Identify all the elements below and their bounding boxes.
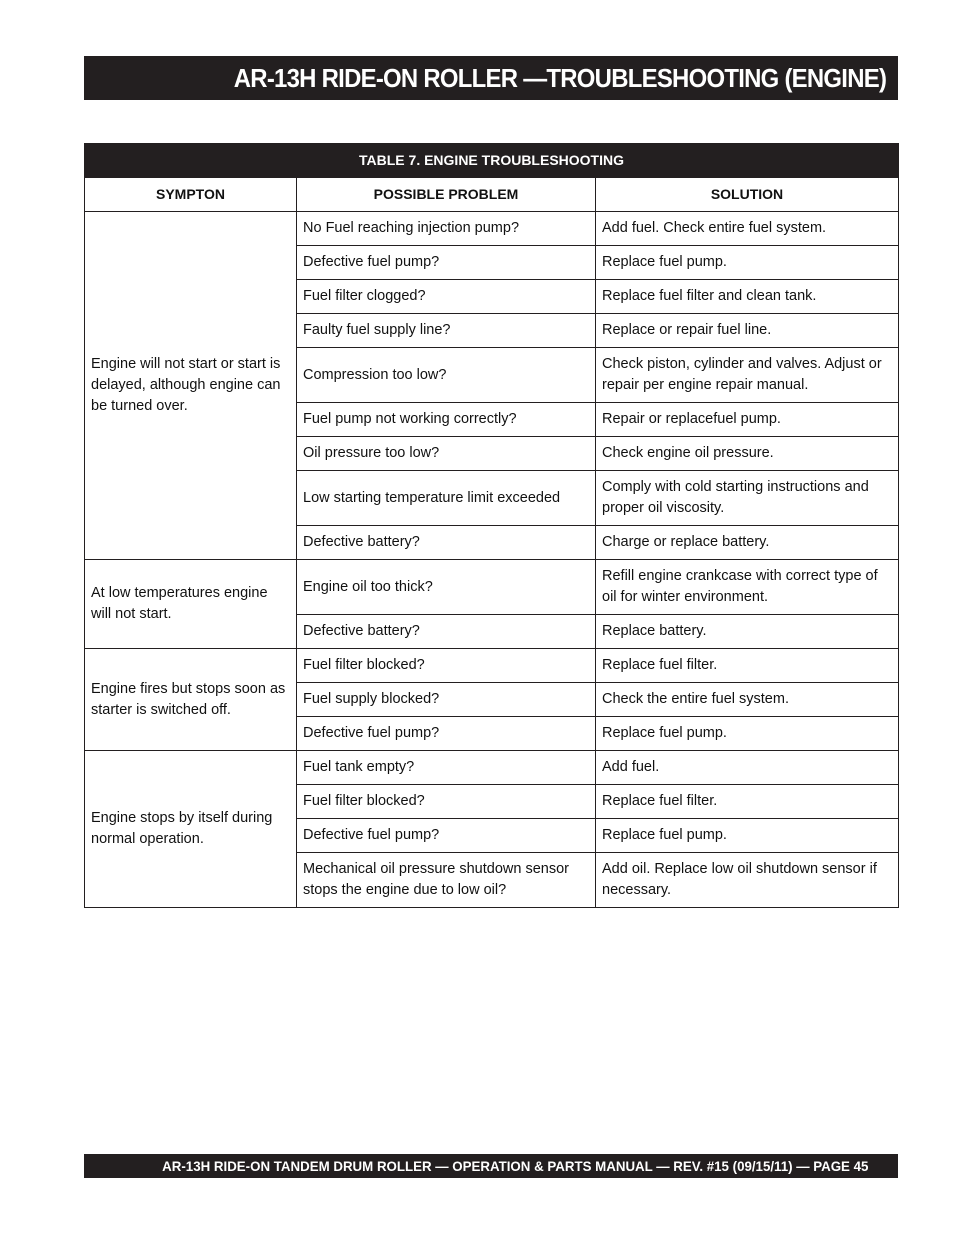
solution-cell: Replace fuel filter and clean tank. xyxy=(596,280,899,314)
problem-cell: Defective fuel pump? xyxy=(297,246,596,280)
table-caption-row xyxy=(85,144,899,178)
solution-cell: Replace fuel pump. xyxy=(596,246,899,280)
solution-cell: Comply with cold starting instructions and proper oil viscosity. xyxy=(596,471,899,526)
page-footer: AR-13H RIDE-ON TANDEM DRUM ROLLER — OPERATION & PARTS MANUAL — REV. #15 (09/15/11) — PAGE 45 xyxy=(161,1158,868,1174)
solution-cell: Replace battery. xyxy=(596,615,899,649)
solution-cell: Replace fuel pump. xyxy=(596,819,899,853)
solution-cell: Check engine oil pressure. xyxy=(596,437,899,471)
symptom-cell: At low temperatures engine will not start. xyxy=(85,560,297,649)
solution-cell: Replace fuel filter. xyxy=(596,785,899,819)
table-header-row xyxy=(85,178,899,212)
page-title-bar xyxy=(84,56,898,100)
page-footer-bar xyxy=(84,1154,898,1178)
problem-cell: Fuel supply blocked? xyxy=(297,683,596,717)
solution-cell: Charge or replace battery. xyxy=(596,526,899,560)
problem-cell: Oil pressure too low? xyxy=(297,437,596,471)
table-caption: TABLE 7. ENGINE TROUBLESHOOTING xyxy=(85,144,899,178)
problem-cell: Faulty fuel supply line? xyxy=(297,314,596,348)
solution-cell: Replace or repair fuel line. xyxy=(596,314,899,348)
table-row xyxy=(85,212,899,246)
problem-cell: Fuel filter clogged? xyxy=(297,280,596,314)
problem-cell: Compression too low? xyxy=(297,348,596,403)
problem-cell: Defective battery? xyxy=(297,526,596,560)
problem-cell: Fuel tank empty? xyxy=(297,751,596,785)
problem-cell: Fuel pump not working correctly? xyxy=(297,403,596,437)
problem-cell: Fuel filter blocked? xyxy=(297,785,596,819)
problem-cell: No Fuel reaching injection pump? xyxy=(297,212,596,246)
problem-cell: Defective fuel pump? xyxy=(297,819,596,853)
table-row xyxy=(85,649,899,683)
symptom-cell: Engine will not start or start is delayed, although engine can be turned over. xyxy=(85,212,297,560)
engine-troubleshooting-table xyxy=(84,143,899,908)
table-row xyxy=(85,560,899,615)
solution-cell: Check the entire fuel system. xyxy=(596,683,899,717)
problem-cell: Engine oil too thick? xyxy=(297,560,596,615)
symptom-cell: Engine fires but stops soon as starter is switched off. xyxy=(85,649,297,751)
column-header-problem: POSSIBLE PROBLEM xyxy=(297,178,596,212)
problem-cell: Defective battery? xyxy=(297,615,596,649)
problem-cell: Fuel filter blocked? xyxy=(297,649,596,683)
solution-cell: Replace fuel filter. xyxy=(596,649,899,683)
table-row xyxy=(85,751,899,785)
solution-cell: Repair or replacefuel pump. xyxy=(596,403,899,437)
solution-cell: Check piston, cylinder and valves. Adjust or repair per engine repair manual. xyxy=(596,348,899,403)
solution-cell: Add oil. Replace low oil shutdown sensor if necessary. xyxy=(596,853,899,908)
column-header-solution: SOLUTION xyxy=(596,178,899,212)
table-body xyxy=(85,212,899,908)
problem-cell: Low starting temperature limit exceeded xyxy=(297,471,596,526)
problem-cell: Defective fuel pump? xyxy=(297,717,596,751)
solution-cell: Add fuel. Check entire fuel system. xyxy=(596,212,899,246)
solution-cell: Replace fuel pump. xyxy=(596,717,899,751)
page-title: AR-13H RIDE-ON ROLLER —TROUBLESHOOTING (ENGINE) xyxy=(233,62,886,93)
symptom-cell: Engine stops by itself during normal operation. xyxy=(85,751,297,908)
column-header-symptom: SYMPTON xyxy=(85,178,297,212)
solution-cell: Refill engine crankcase with correct type of oil for winter environment. xyxy=(596,560,899,615)
problem-cell: Mechanical oil pressure shutdown sensor stops the engine due to low oil? xyxy=(297,853,596,908)
solution-cell: Add fuel. xyxy=(596,751,899,785)
